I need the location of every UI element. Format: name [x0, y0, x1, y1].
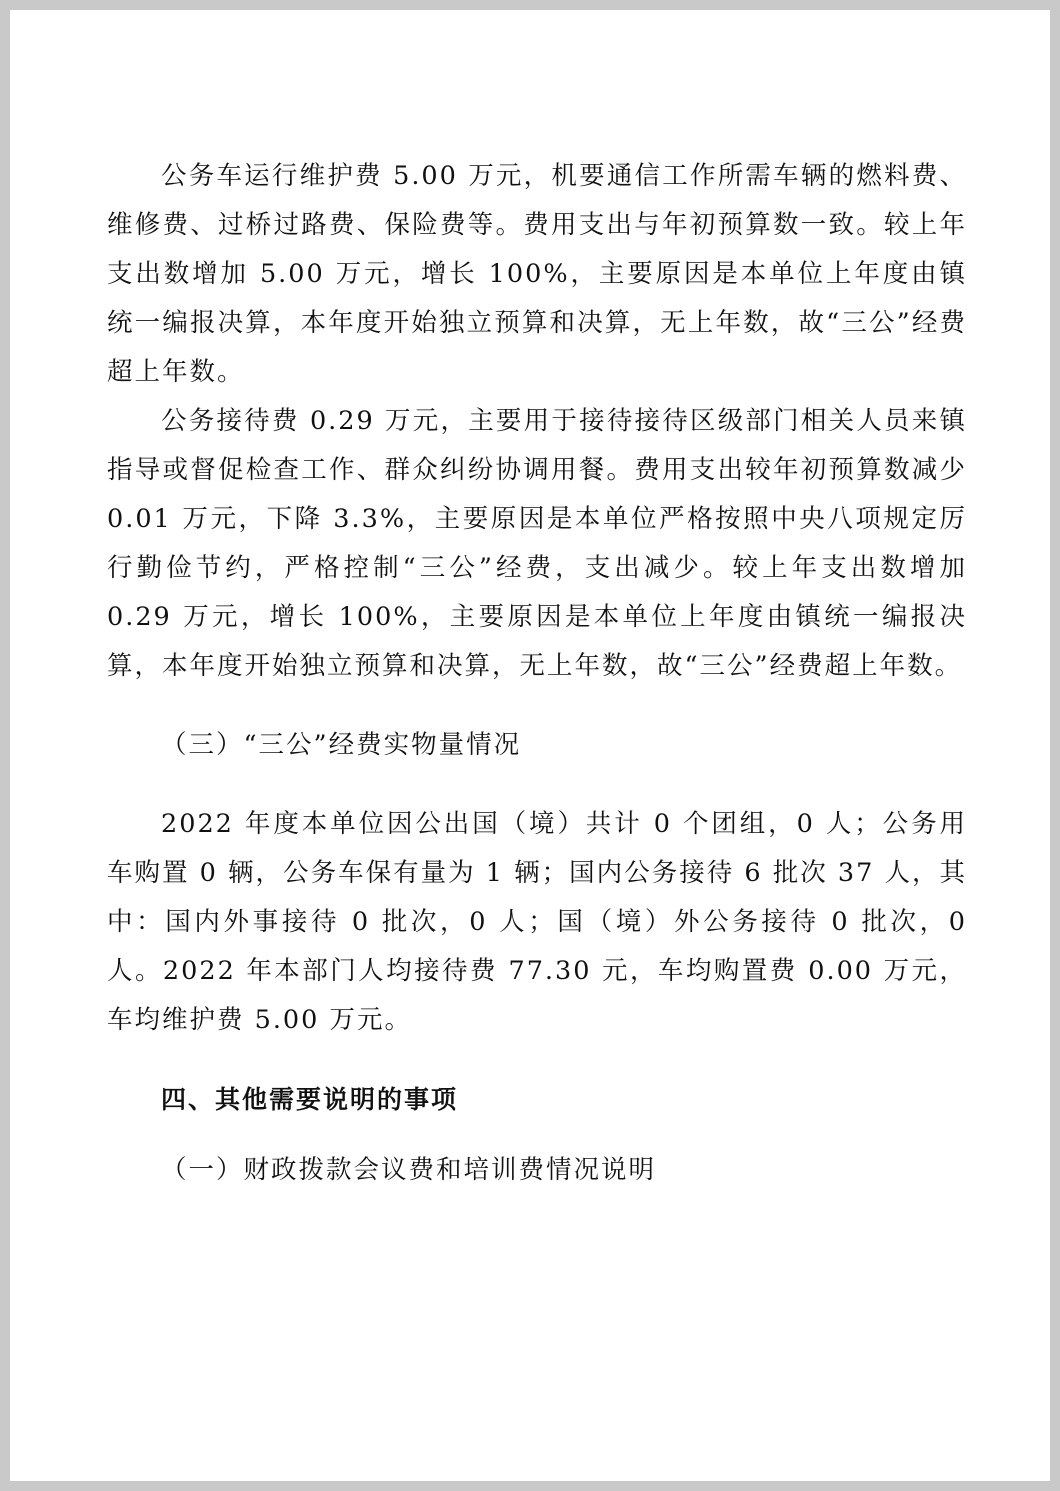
- document-body: [107, 152, 967, 1195]
- document-page: [10, 10, 1050, 1481]
- paragraph-vehicle-maintenance: 公务车运行维护费 5.00 万元，机要通信工作所需车辆的燃料费、维修费、过桥过路费、保险费等。费用支出与年初预算数一致。较上年支出数增加 5.00 万元，增长 100%，主要原因是本单位上年度由镇统一编报决算，本年度开始独立预算和决算，无上年数，故“三公”经费超上年数。: [107, 161, 967, 387]
- subheading-physical-quantity: （三）“三公”经费实物量情况: [161, 730, 522, 760]
- paragraph-reception-fee: 公务接待费 0.29 万元，主要用于接待接待区级部门相关人员来镇指导或督促检查工作、群众纠纷协调用餐。费用支出较年初预算数减少 0.01 万元，下降 3.3%，主要原因是本单位严格按照中央八项规定厉行勤俭节约，严格控制“三公”经费，支出减少。较上年支出数增加 0.29 万元，增长 100%，主要原因是本单位上年度由镇统一编报决算，本年度开始独立预算和决算，无上年数，故“三公”经费超上年数。: [107, 406, 967, 681]
- paragraph-physical-quantity: 2022 年度本单位因公出国（境）共计 0 个团组，0 人；公务用车购置 0 辆，公务车保有量为 1 辆；国内公务接待 6 批次 37 人，其中：国内外事接待 0 批次，0 人；国（境）外公务接待 0 批次，0 人。2022 年本部门人均接待费 77.30 元，车均购置费 0.00 万元，车均维护费 5.00 万元。: [107, 809, 967, 1035]
- heading-other-matters: 四、其他需要说明的事项: [161, 1085, 459, 1114]
- subheading-meeting-training-fees: （一）财政拨款会议费和培训费情况说明: [161, 1155, 657, 1185]
